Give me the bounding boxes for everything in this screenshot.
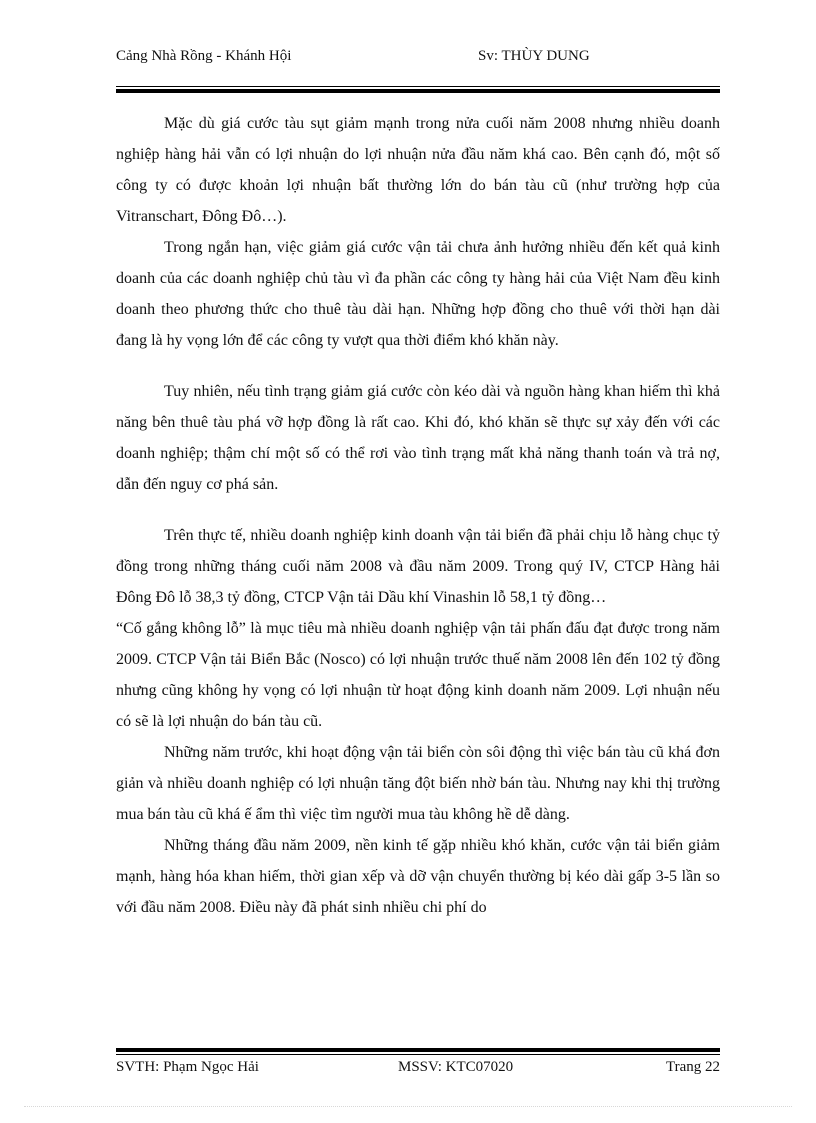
footer-student-id: MSSV: KTC07020 (398, 1059, 514, 1075)
paragraph: Trên thực tế, nhiều doanh nghiệp kinh doanh vận tải biển đã phải chịu lỗ hàng chục tỷ đồng trong những tháng cuối năm 2008 và đầu năm 2009. Trong quý IV, CTCP Hàng hải Đông Đô lỗ 38,3 tỷ đồng, CTCP Vận tải Dầu khí Vinashin lỗ 58,1 tỷ đồng… (116, 527, 720, 606)
paragraph: Những tháng đầu năm 2009, nền kinh tế gặp nhiều khó khăn, cước vận tải biển giảm mạnh, hàng hóa khan hiếm, thời gian xếp và dỡ vận chuyển thường bị kéo dài gấp 3-5 lần so với đầu năm 2008. Điều này đã phát sinh nhiều chi phí do (116, 837, 720, 916)
page-header (116, 48, 720, 68)
header-right-text: Sv: THÙY DUNG (478, 48, 590, 64)
paragraph: Mặc dù giá cước tàu sụt giảm mạnh trong nửa cuối năm 2008 nhưng nhiều doanh nghiệp hàng hải vẫn có lợi nhuận do lợi nhuận nửa đầu năm khá cao. Bên cạnh đó, một số công ty có được khoản lợi nhuận bất thường lớn do bán tàu cũ (như trường hợp của Vitranschart, Đông Đô…). (116, 115, 720, 225)
header-rule (116, 86, 720, 93)
footer-student-name: SVTH: Phạm Ngọc Hải (116, 1059, 259, 1075)
footer-rule (116, 1048, 720, 1055)
header-left-text: Cảng Nhà Rồng - Khánh Hội (116, 48, 292, 64)
paragraph: “Cố gắng không lỗ” là mục tiêu mà nhiều doanh nghiệp vận tải phấn đấu đạt được trong năm 2009. CTCP Vận tải Biển Bắc (Nosco) có lợi nhuận trước thuế năm 2008 lên đến 102 tỷ đồng nhưng cũng không hy vọng có lợi nhuận từ hoạt động kinh doanh năm 2009. Lợi nhuận nếu có sẽ là lợi nhuận do bán tàu cũ. (116, 620, 720, 730)
page-number: Trang 22 (665, 1059, 720, 1075)
paragraph: Tuy nhiên, nếu tình trạng giảm giá cước còn kéo dài và nguồn hàng khan hiếm thì khả năng bên thuê tàu phá vỡ hợp đồng là rất cao. Khi đó, khó khăn sẽ thực sự xảy đến với các doanh nghiệp; thậm chí một số có thể rơi vào tình trạng mất khả năng thanh toán và trả nợ, dẫn đến nguy cơ phá sản. (116, 383, 720, 493)
body-text (116, 108, 720, 923)
page-footer (116, 1059, 720, 1079)
paragraph: Những năm trước, khi hoạt động vận tải biển còn sôi động thì việc bán tàu cũ khá đơn giản và nhiều doanh nghiệp có lợi nhuận tăng đột biến nhờ bán tàu. Nhưng nay khi thị trường mua bán tàu cũ khá ế ẩm thì việc tìm người mua tàu không hề dễ dàng. (116, 744, 720, 823)
page-edge-line (24, 1106, 792, 1107)
paragraph: Trong ngắn hạn, việc giảm giá cước vận tải chưa ảnh hưởng nhiều đến kết quả kinh doanh của các doanh nghiệp chủ tàu vì đa phần các công ty hàng hải của Việt Nam đều kinh doanh theo phương thức cho thuê tàu dài hạn. Những hợp đồng cho thuê với thời hạn dài đang là hy vọng lớn để các công ty vượt qua thời điểm khó khăn này. (116, 239, 720, 349)
